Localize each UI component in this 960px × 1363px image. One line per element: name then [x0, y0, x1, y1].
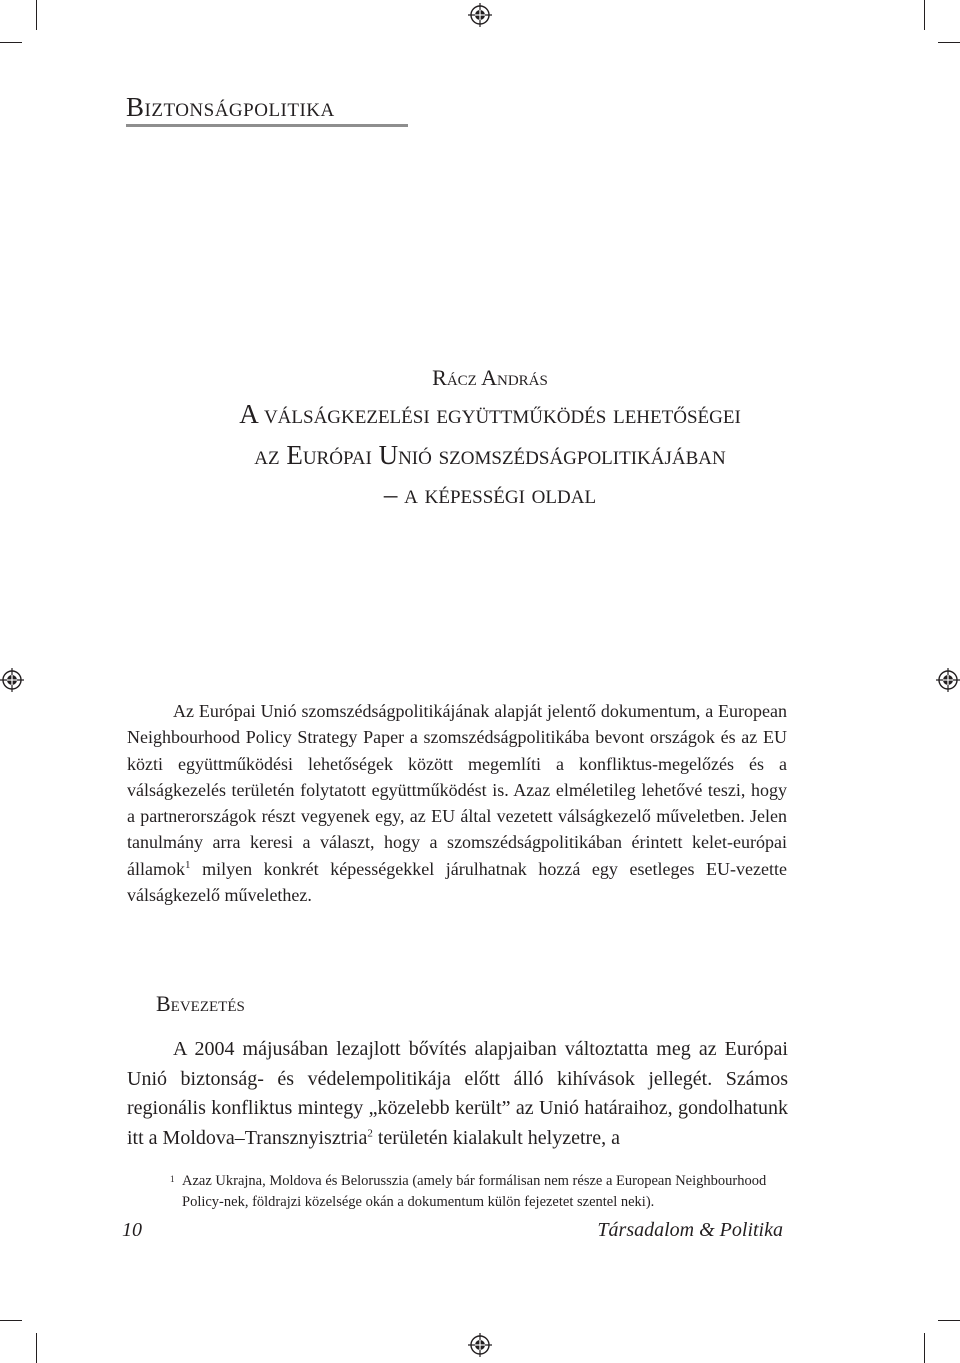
running-title: Társadalom & Politika [597, 1219, 783, 1241]
author-name: Rácz András [432, 365, 548, 390]
page-number: 10 [122, 1219, 142, 1241]
crop-mark-top-right-h [938, 42, 960, 43]
footnote-reference: 2 [367, 1126, 373, 1139]
abstract [127, 698, 787, 908]
article-title-line-1: A válságkezelési együttműködés lehetőségei [239, 399, 741, 429]
footnote [170, 1171, 790, 1212]
abstract-text-2: milyen konkrét képességekkel járulhatnak hozzá egy esetleges EU-vezette válságkezelő művelethez. [127, 858, 787, 906]
registration-mark-icon [468, 3, 492, 27]
body-text-1: A 2004 májusában lezajlott bővítés alapjaiban változtatta meg az Európai Unió biztonság- és védelempolitikája előtt álló kihívások jellegét. Számos regionális konfliktus mintegy „közelebb került” az Unió határaihoz, gondolhatunk itt a Moldova–Transznyisztria [127, 1038, 788, 1149]
abstract-text-1: Az Európai Unió szomszédságpolitikájának alapját jelentő dokumentum, a European Neighbourhood Policy Strategy Paper a szomszédságpolitikába bevont országok és az EU közti együttműködési lehetőségek között megemlíti a konfliktus-megelőzés és a válságkezelés területén folytatott együttműködést is. Azaz elméletileg lehetővé teszi, hogy a partnerországok részt vegyenek egy, az EU által vezetett válságkezelő műveletben. Jelen tanulmány arra keresi a választ, hogy a szomszédságpolitikában érintett kelet-európai államok [127, 701, 787, 879]
footnote-text: Azaz Ukrajna, Moldova és Belorusszia (amely bár formálisan nem része a European Neighbourhood Policy-nek, földrajzi közelsége okán a dokumentum külön fejezetet szentel neki). [182, 1173, 767, 1210]
article-title-line-2: az Európai Unió szomszédságpolitikájában [254, 440, 726, 470]
section-heading: Bevezetés [156, 991, 245, 1016]
crop-mark-top-right [924, 0, 925, 30]
article-title-line-3: – a képességi oldal [383, 479, 597, 509]
crop-mark-bottom-left-h [0, 1320, 22, 1321]
body-text [127, 1035, 788, 1153]
registration-mark-icon [468, 1333, 492, 1357]
body-paragraph [127, 1035, 788, 1153]
crop-mark-bottom-right [924, 1333, 925, 1363]
section-header: Biztonságpolitika [126, 92, 408, 127]
body-text-2: területén kialakult helyzetre, a [372, 1126, 620, 1149]
footnote-reference: 1 [184, 858, 191, 871]
abstract-paragraph [127, 698, 787, 908]
crop-mark-top-left-h [0, 42, 22, 43]
crop-mark-top-left [36, 0, 37, 30]
crop-mark-bottom-right-h [938, 1320, 960, 1321]
registration-mark-icon [936, 668, 960, 692]
crop-mark-bottom-left [36, 1333, 37, 1363]
footnote-number: 1 [170, 1174, 175, 1184]
registration-mark-icon [0, 668, 24, 692]
